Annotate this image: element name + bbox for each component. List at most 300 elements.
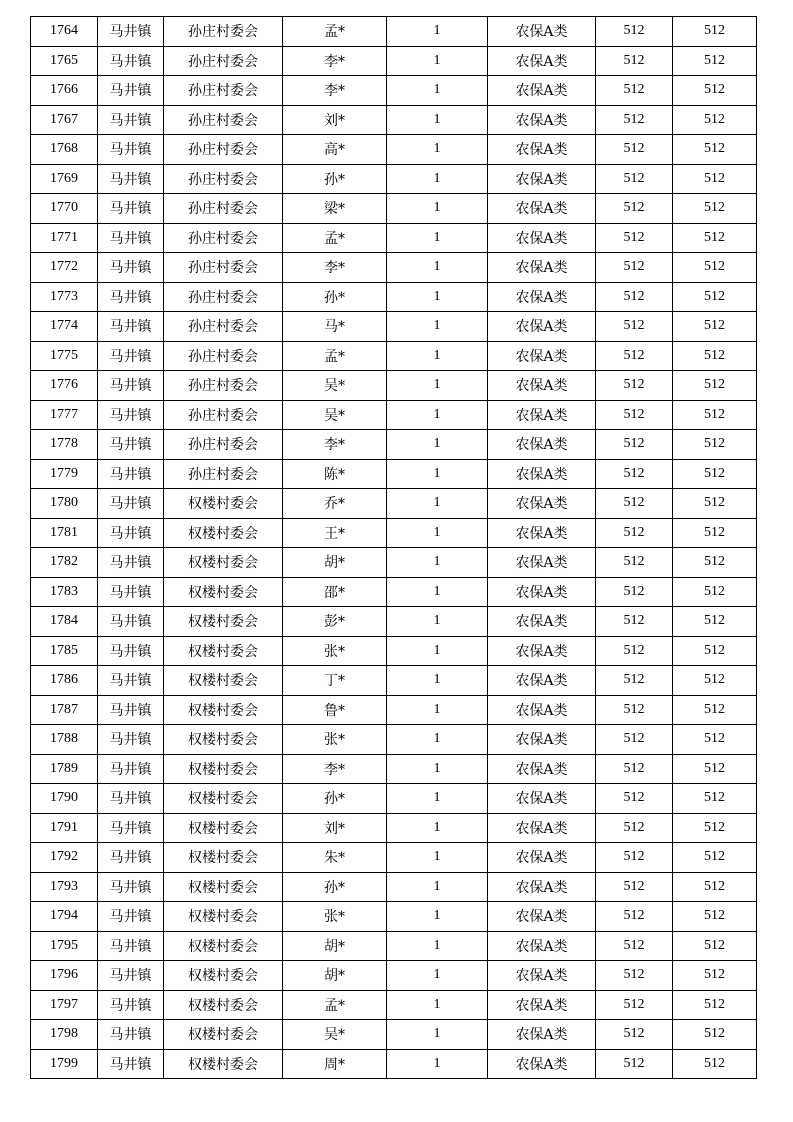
amount-cell: 512 bbox=[596, 164, 673, 194]
village-committee-cell: 孙庄村委会 bbox=[164, 341, 283, 371]
row-number-cell: 1775 bbox=[31, 341, 98, 371]
total-amount-cell: 512 bbox=[673, 518, 757, 548]
total-amount-cell: 512 bbox=[673, 666, 757, 696]
town-cell: 马井镇 bbox=[98, 518, 164, 548]
amount-cell: 512 bbox=[596, 518, 673, 548]
town-cell: 马井镇 bbox=[98, 282, 164, 312]
person-name-cell: 孟* bbox=[283, 17, 387, 47]
total-amount-cell: 512 bbox=[673, 872, 757, 902]
village-committee-cell: 权楼村委会 bbox=[164, 872, 283, 902]
total-amount-cell: 512 bbox=[673, 371, 757, 401]
amount-cell: 512 bbox=[596, 784, 673, 814]
total-amount-cell: 512 bbox=[673, 76, 757, 106]
village-committee-cell: 权楼村委会 bbox=[164, 695, 283, 725]
village-committee-cell: 孙庄村委会 bbox=[164, 459, 283, 489]
person-name-cell: 孟* bbox=[283, 223, 387, 253]
table-row bbox=[31, 754, 757, 784]
insurance-category-cell: 农保A类 bbox=[488, 430, 596, 460]
insurance-category-cell: 农保A类 bbox=[488, 459, 596, 489]
insurance-category-cell: 农保A类 bbox=[488, 253, 596, 283]
amount-cell: 512 bbox=[596, 1049, 673, 1079]
amount-cell: 512 bbox=[596, 902, 673, 932]
row-number-cell: 1771 bbox=[31, 223, 98, 253]
count-cell: 1 bbox=[387, 76, 488, 106]
row-number-cell: 1795 bbox=[31, 931, 98, 961]
count-cell: 1 bbox=[387, 636, 488, 666]
total-amount-cell: 512 bbox=[673, 430, 757, 460]
person-name-cell: 朱* bbox=[283, 843, 387, 873]
amount-cell: 512 bbox=[596, 695, 673, 725]
amount-cell: 512 bbox=[596, 253, 673, 283]
village-committee-cell: 权楼村委会 bbox=[164, 636, 283, 666]
row-number-cell: 1797 bbox=[31, 990, 98, 1020]
table-row bbox=[31, 105, 757, 135]
village-committee-cell: 权楼村委会 bbox=[164, 489, 283, 519]
village-committee-cell: 权楼村委会 bbox=[164, 1049, 283, 1079]
village-committee-cell: 孙庄村委会 bbox=[164, 223, 283, 253]
town-cell: 马井镇 bbox=[98, 813, 164, 843]
table-row bbox=[31, 400, 757, 430]
total-amount-cell: 512 bbox=[673, 253, 757, 283]
row-number-cell: 1791 bbox=[31, 813, 98, 843]
total-amount-cell: 512 bbox=[673, 607, 757, 637]
table-row bbox=[31, 164, 757, 194]
insurance-category-cell: 农保A类 bbox=[488, 990, 596, 1020]
amount-cell: 512 bbox=[596, 46, 673, 76]
total-amount-cell: 512 bbox=[673, 105, 757, 135]
total-amount-cell: 512 bbox=[673, 961, 757, 991]
town-cell: 马井镇 bbox=[98, 341, 164, 371]
person-name-cell: 孙* bbox=[283, 784, 387, 814]
person-name-cell: 鲁* bbox=[283, 695, 387, 725]
insurance-category-cell: 农保A类 bbox=[488, 76, 596, 106]
amount-cell: 512 bbox=[596, 489, 673, 519]
count-cell: 1 bbox=[387, 843, 488, 873]
village-committee-cell: 孙庄村委会 bbox=[164, 400, 283, 430]
insurance-category-cell: 农保A类 bbox=[488, 223, 596, 253]
person-name-cell: 彭* bbox=[283, 607, 387, 637]
town-cell: 马井镇 bbox=[98, 607, 164, 637]
insurance-category-cell: 农保A类 bbox=[488, 341, 596, 371]
village-committee-cell: 孙庄村委会 bbox=[164, 282, 283, 312]
row-number-cell: 1770 bbox=[31, 194, 98, 224]
row-number-cell: 1778 bbox=[31, 430, 98, 460]
person-name-cell: 李* bbox=[283, 754, 387, 784]
person-name-cell: 胡* bbox=[283, 961, 387, 991]
person-name-cell: 周* bbox=[283, 1049, 387, 1079]
insurance-category-cell: 农保A类 bbox=[488, 577, 596, 607]
village-committee-cell: 权楼村委会 bbox=[164, 931, 283, 961]
total-amount-cell: 512 bbox=[673, 548, 757, 578]
amount-cell: 512 bbox=[596, 577, 673, 607]
person-name-cell: 吴* bbox=[283, 1020, 387, 1050]
total-amount-cell: 512 bbox=[673, 459, 757, 489]
count-cell: 1 bbox=[387, 990, 488, 1020]
insurance-category-cell: 农保A类 bbox=[488, 931, 596, 961]
insurance-category-cell: 农保A类 bbox=[488, 164, 596, 194]
person-name-cell: 刘* bbox=[283, 105, 387, 135]
table-row bbox=[31, 76, 757, 106]
village-committee-cell: 权楼村委会 bbox=[164, 813, 283, 843]
town-cell: 马井镇 bbox=[98, 223, 164, 253]
total-amount-cell: 512 bbox=[673, 312, 757, 342]
amount-cell: 512 bbox=[596, 194, 673, 224]
insurance-category-cell: 农保A类 bbox=[488, 666, 596, 696]
total-amount-cell: 512 bbox=[673, 931, 757, 961]
row-number-cell: 1799 bbox=[31, 1049, 98, 1079]
amount-cell: 512 bbox=[596, 636, 673, 666]
table-row bbox=[31, 312, 757, 342]
village-committee-cell: 孙庄村委会 bbox=[164, 371, 283, 401]
count-cell: 1 bbox=[387, 105, 488, 135]
count-cell: 1 bbox=[387, 813, 488, 843]
count-cell: 1 bbox=[387, 459, 488, 489]
table-row bbox=[31, 17, 757, 47]
table-row bbox=[31, 931, 757, 961]
village-committee-cell: 孙庄村委会 bbox=[164, 105, 283, 135]
person-name-cell: 马* bbox=[283, 312, 387, 342]
amount-cell: 512 bbox=[596, 17, 673, 47]
person-name-cell: 王* bbox=[283, 518, 387, 548]
total-amount-cell: 512 bbox=[673, 17, 757, 47]
town-cell: 马井镇 bbox=[98, 105, 164, 135]
table-row bbox=[31, 607, 757, 637]
village-committee-cell: 权楼村委会 bbox=[164, 754, 283, 784]
village-committee-cell: 权楼村委会 bbox=[164, 666, 283, 696]
total-amount-cell: 512 bbox=[673, 489, 757, 519]
table-row bbox=[31, 666, 757, 696]
village-committee-cell: 权楼村委会 bbox=[164, 843, 283, 873]
count-cell: 1 bbox=[387, 784, 488, 814]
insurance-category-cell: 农保A类 bbox=[488, 607, 596, 637]
table-row bbox=[31, 961, 757, 991]
town-cell: 马井镇 bbox=[98, 135, 164, 165]
insurance-category-cell: 农保A类 bbox=[488, 194, 596, 224]
count-cell: 1 bbox=[387, 223, 488, 253]
village-committee-cell: 权楼村委会 bbox=[164, 548, 283, 578]
village-committee-cell: 权楼村委会 bbox=[164, 1020, 283, 1050]
insurance-category-cell: 农保A类 bbox=[488, 902, 596, 932]
total-amount-cell: 512 bbox=[673, 784, 757, 814]
town-cell: 马井镇 bbox=[98, 931, 164, 961]
village-committee-cell: 权楼村委会 bbox=[164, 784, 283, 814]
village-committee-cell: 孙庄村委会 bbox=[164, 253, 283, 283]
insurance-category-cell: 农保A类 bbox=[488, 1049, 596, 1079]
insurance-category-cell: 农保A类 bbox=[488, 843, 596, 873]
insurance-category-cell: 农保A类 bbox=[488, 636, 596, 666]
town-cell: 马井镇 bbox=[98, 902, 164, 932]
amount-cell: 512 bbox=[596, 430, 673, 460]
person-name-cell: 陈* bbox=[283, 459, 387, 489]
row-number-cell: 1774 bbox=[31, 312, 98, 342]
row-number-cell: 1793 bbox=[31, 872, 98, 902]
table-row bbox=[31, 135, 757, 165]
total-amount-cell: 512 bbox=[673, 813, 757, 843]
total-amount-cell: 512 bbox=[673, 577, 757, 607]
row-number-cell: 1784 bbox=[31, 607, 98, 637]
row-number-cell: 1766 bbox=[31, 76, 98, 106]
town-cell: 马井镇 bbox=[98, 430, 164, 460]
total-amount-cell: 512 bbox=[673, 46, 757, 76]
total-amount-cell: 512 bbox=[673, 725, 757, 755]
insurance-category-cell: 农保A类 bbox=[488, 46, 596, 76]
amount-cell: 512 bbox=[596, 872, 673, 902]
village-committee-cell: 孙庄村委会 bbox=[164, 312, 283, 342]
village-committee-cell: 权楼村委会 bbox=[164, 725, 283, 755]
count-cell: 1 bbox=[387, 282, 488, 312]
row-number-cell: 1776 bbox=[31, 371, 98, 401]
town-cell: 马井镇 bbox=[98, 990, 164, 1020]
amount-cell: 512 bbox=[596, 223, 673, 253]
row-number-cell: 1786 bbox=[31, 666, 98, 696]
count-cell: 1 bbox=[387, 902, 488, 932]
village-committee-cell: 孙庄村委会 bbox=[164, 430, 283, 460]
count-cell: 1 bbox=[387, 607, 488, 637]
count-cell: 1 bbox=[387, 695, 488, 725]
village-committee-cell: 权楼村委会 bbox=[164, 577, 283, 607]
village-committee-cell: 权楼村委会 bbox=[164, 990, 283, 1020]
insurance-category-cell: 农保A类 bbox=[488, 548, 596, 578]
table-row bbox=[31, 46, 757, 76]
insurance-category-cell: 农保A类 bbox=[488, 135, 596, 165]
count-cell: 1 bbox=[387, 341, 488, 371]
village-committee-cell: 权楼村委会 bbox=[164, 607, 283, 637]
count-cell: 1 bbox=[387, 135, 488, 165]
row-number-cell: 1767 bbox=[31, 105, 98, 135]
count-cell: 1 bbox=[387, 400, 488, 430]
table-row bbox=[31, 223, 757, 253]
village-committee-cell: 权楼村委会 bbox=[164, 518, 283, 548]
beneficiary-table bbox=[30, 16, 757, 1079]
total-amount-cell: 512 bbox=[673, 194, 757, 224]
town-cell: 马井镇 bbox=[98, 1020, 164, 1050]
total-amount-cell: 512 bbox=[673, 843, 757, 873]
total-amount-cell: 512 bbox=[673, 164, 757, 194]
table-row bbox=[31, 902, 757, 932]
town-cell: 马井镇 bbox=[98, 843, 164, 873]
person-name-cell: 乔* bbox=[283, 489, 387, 519]
table-row bbox=[31, 253, 757, 283]
total-amount-cell: 512 bbox=[673, 223, 757, 253]
village-committee-cell: 孙庄村委会 bbox=[164, 76, 283, 106]
count-cell: 1 bbox=[387, 872, 488, 902]
insurance-category-cell: 农保A类 bbox=[488, 282, 596, 312]
count-cell: 1 bbox=[387, 1020, 488, 1050]
count-cell: 1 bbox=[387, 577, 488, 607]
amount-cell: 512 bbox=[596, 931, 673, 961]
count-cell: 1 bbox=[387, 725, 488, 755]
amount-cell: 512 bbox=[596, 459, 673, 489]
town-cell: 马井镇 bbox=[98, 784, 164, 814]
person-name-cell: 高* bbox=[283, 135, 387, 165]
town-cell: 马井镇 bbox=[98, 872, 164, 902]
town-cell: 马井镇 bbox=[98, 459, 164, 489]
person-name-cell: 李* bbox=[283, 430, 387, 460]
table-row bbox=[31, 341, 757, 371]
row-number-cell: 1789 bbox=[31, 754, 98, 784]
count-cell: 1 bbox=[387, 371, 488, 401]
town-cell: 马井镇 bbox=[98, 961, 164, 991]
person-name-cell: 孟* bbox=[283, 990, 387, 1020]
amount-cell: 512 bbox=[596, 282, 673, 312]
row-number-cell: 1785 bbox=[31, 636, 98, 666]
village-committee-cell: 孙庄村委会 bbox=[164, 17, 283, 47]
table-row bbox=[31, 1049, 757, 1079]
insurance-category-cell: 农保A类 bbox=[488, 105, 596, 135]
person-name-cell: 孙* bbox=[283, 164, 387, 194]
total-amount-cell: 512 bbox=[673, 990, 757, 1020]
count-cell: 1 bbox=[387, 754, 488, 784]
table-row bbox=[31, 371, 757, 401]
insurance-category-cell: 农保A类 bbox=[488, 17, 596, 47]
row-number-cell: 1796 bbox=[31, 961, 98, 991]
row-number-cell: 1765 bbox=[31, 46, 98, 76]
insurance-category-cell: 农保A类 bbox=[488, 400, 596, 430]
count-cell: 1 bbox=[387, 164, 488, 194]
row-number-cell: 1783 bbox=[31, 577, 98, 607]
row-number-cell: 1794 bbox=[31, 902, 98, 932]
town-cell: 马井镇 bbox=[98, 76, 164, 106]
person-name-cell: 李* bbox=[283, 253, 387, 283]
table-row bbox=[31, 282, 757, 312]
total-amount-cell: 512 bbox=[673, 754, 757, 784]
total-amount-cell: 512 bbox=[673, 282, 757, 312]
amount-cell: 512 bbox=[596, 666, 673, 696]
town-cell: 马井镇 bbox=[98, 46, 164, 76]
person-name-cell: 胡* bbox=[283, 548, 387, 578]
table-row bbox=[31, 813, 757, 843]
town-cell: 马井镇 bbox=[98, 666, 164, 696]
row-number-cell: 1773 bbox=[31, 282, 98, 312]
town-cell: 马井镇 bbox=[98, 695, 164, 725]
table-row bbox=[31, 489, 757, 519]
amount-cell: 512 bbox=[596, 961, 673, 991]
insurance-category-cell: 农保A类 bbox=[488, 754, 596, 784]
person-name-cell: 胡* bbox=[283, 931, 387, 961]
person-name-cell: 孙* bbox=[283, 872, 387, 902]
amount-cell: 512 bbox=[596, 400, 673, 430]
total-amount-cell: 512 bbox=[673, 1049, 757, 1079]
insurance-category-cell: 农保A类 bbox=[488, 725, 596, 755]
town-cell: 马井镇 bbox=[98, 577, 164, 607]
count-cell: 1 bbox=[387, 17, 488, 47]
total-amount-cell: 512 bbox=[673, 1020, 757, 1050]
count-cell: 1 bbox=[387, 1049, 488, 1079]
person-name-cell: 张* bbox=[283, 636, 387, 666]
table-body bbox=[31, 17, 757, 1079]
table-row bbox=[31, 1020, 757, 1050]
amount-cell: 512 bbox=[596, 341, 673, 371]
town-cell: 马井镇 bbox=[98, 754, 164, 784]
amount-cell: 512 bbox=[596, 76, 673, 106]
person-name-cell: 孙* bbox=[283, 282, 387, 312]
insurance-category-cell: 农保A类 bbox=[488, 371, 596, 401]
insurance-category-cell: 农保A类 bbox=[488, 695, 596, 725]
row-number-cell: 1769 bbox=[31, 164, 98, 194]
table-row bbox=[31, 695, 757, 725]
total-amount-cell: 512 bbox=[673, 400, 757, 430]
village-committee-cell: 孙庄村委会 bbox=[164, 46, 283, 76]
count-cell: 1 bbox=[387, 46, 488, 76]
town-cell: 马井镇 bbox=[98, 725, 164, 755]
table-row bbox=[31, 784, 757, 814]
row-number-cell: 1768 bbox=[31, 135, 98, 165]
row-number-cell: 1772 bbox=[31, 253, 98, 283]
count-cell: 1 bbox=[387, 430, 488, 460]
person-name-cell: 邵* bbox=[283, 577, 387, 607]
table-row bbox=[31, 725, 757, 755]
row-number-cell: 1780 bbox=[31, 489, 98, 519]
amount-cell: 512 bbox=[596, 548, 673, 578]
person-name-cell: 李* bbox=[283, 76, 387, 106]
town-cell: 马井镇 bbox=[98, 164, 164, 194]
amount-cell: 512 bbox=[596, 105, 673, 135]
amount-cell: 512 bbox=[596, 754, 673, 784]
town-cell: 马井镇 bbox=[98, 194, 164, 224]
person-name-cell: 张* bbox=[283, 725, 387, 755]
row-number-cell: 1792 bbox=[31, 843, 98, 873]
row-number-cell: 1787 bbox=[31, 695, 98, 725]
insurance-category-cell: 农保A类 bbox=[488, 784, 596, 814]
row-number-cell: 1798 bbox=[31, 1020, 98, 1050]
total-amount-cell: 512 bbox=[673, 341, 757, 371]
town-cell: 马井镇 bbox=[98, 1049, 164, 1079]
town-cell: 马井镇 bbox=[98, 371, 164, 401]
count-cell: 1 bbox=[387, 194, 488, 224]
row-number-cell: 1779 bbox=[31, 459, 98, 489]
total-amount-cell: 512 bbox=[673, 135, 757, 165]
town-cell: 马井镇 bbox=[98, 312, 164, 342]
row-number-cell: 1777 bbox=[31, 400, 98, 430]
person-name-cell: 张* bbox=[283, 902, 387, 932]
table-row bbox=[31, 577, 757, 607]
town-cell: 马井镇 bbox=[98, 17, 164, 47]
village-committee-cell: 孙庄村委会 bbox=[164, 194, 283, 224]
table-row bbox=[31, 990, 757, 1020]
row-number-cell: 1764 bbox=[31, 17, 98, 47]
village-committee-cell: 权楼村委会 bbox=[164, 902, 283, 932]
count-cell: 1 bbox=[387, 961, 488, 991]
person-name-cell: 梁* bbox=[283, 194, 387, 224]
table-row bbox=[31, 548, 757, 578]
count-cell: 1 bbox=[387, 548, 488, 578]
row-number-cell: 1782 bbox=[31, 548, 98, 578]
row-number-cell: 1781 bbox=[31, 518, 98, 548]
count-cell: 1 bbox=[387, 489, 488, 519]
village-committee-cell: 孙庄村委会 bbox=[164, 135, 283, 165]
village-committee-cell: 权楼村委会 bbox=[164, 961, 283, 991]
person-name-cell: 丁* bbox=[283, 666, 387, 696]
person-name-cell: 刘* bbox=[283, 813, 387, 843]
insurance-category-cell: 农保A类 bbox=[488, 312, 596, 342]
town-cell: 马井镇 bbox=[98, 400, 164, 430]
insurance-category-cell: 农保A类 bbox=[488, 489, 596, 519]
count-cell: 1 bbox=[387, 931, 488, 961]
person-name-cell: 吴* bbox=[283, 400, 387, 430]
row-number-cell: 1788 bbox=[31, 725, 98, 755]
amount-cell: 512 bbox=[596, 607, 673, 637]
insurance-category-cell: 农保A类 bbox=[488, 961, 596, 991]
insurance-category-cell: 农保A类 bbox=[488, 518, 596, 548]
table-row bbox=[31, 194, 757, 224]
amount-cell: 512 bbox=[596, 843, 673, 873]
total-amount-cell: 512 bbox=[673, 902, 757, 932]
amount-cell: 512 bbox=[596, 1020, 673, 1050]
table-row bbox=[31, 636, 757, 666]
table-row bbox=[31, 430, 757, 460]
table-row bbox=[31, 459, 757, 489]
town-cell: 马井镇 bbox=[98, 636, 164, 666]
